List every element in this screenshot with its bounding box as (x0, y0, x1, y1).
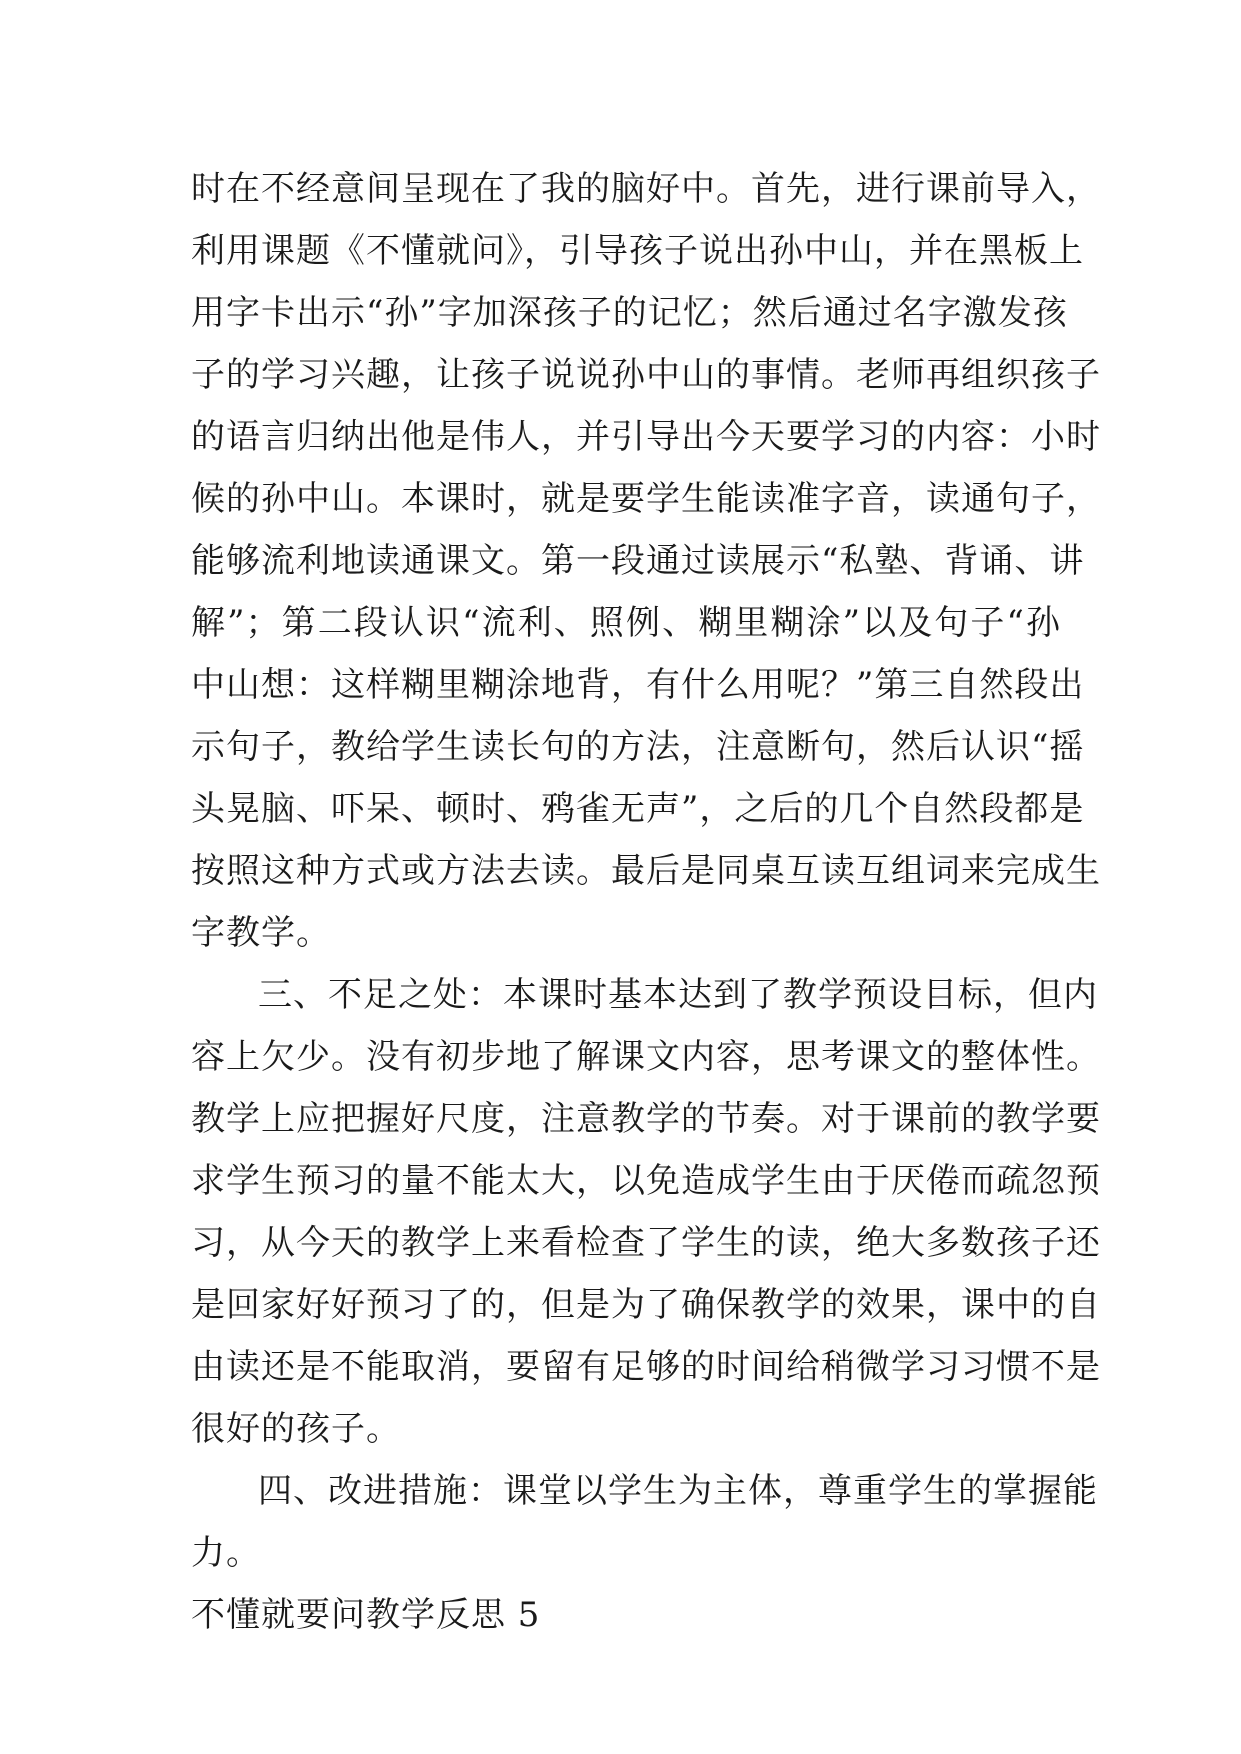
text-line: 是回家好好预习了的，但是为了确保教学的效果，课中的自 (191, 1285, 1101, 1325)
section-heading-improvements: 四、改进措施：课堂以学生为主体，尊重学生的掌握能 (258, 1471, 1098, 1511)
text-line: 的语言归纳出他是伟人，并引导出今天要学习的内容：小时 (191, 417, 1101, 457)
document-title: 不懂就要问教学反思 5 (191, 1595, 541, 1635)
text-line: 解”；第二段认识“流利、照例、糊里糊涂”以及句子“孙 (191, 603, 1061, 643)
section-heading-shortcomings: 三、不足之处：本课时基本达到了教学预设目标，但内 (258, 975, 1098, 1015)
text-line: 候的孙中山。本课时，就是要学生能读准字音，读通句子， (191, 479, 1101, 519)
text-line: 按照这种方式或方法去读。最后是同桌互读互组词来完成生 (191, 851, 1101, 891)
text-line: 求学生预习的量不能太大，以免造成学生由于厌倦而疏忽预 (191, 1161, 1101, 1201)
text-line: 示句子，教给学生读长句的方法，注意断句，然后认识“摇 (191, 727, 1085, 767)
text-line: 时在不经意间呈现在了我的脑好中。首先，进行课前导入， (191, 169, 1101, 209)
text-line: 中山想：这样糊里糊涂地背，有什么用呢？”第三自然段出 (191, 665, 1085, 705)
text-line: 由读还是不能取消，要留有足够的时间给稍微学习习惯不是 (191, 1347, 1101, 1387)
text-line: 字教学。 (191, 913, 331, 953)
text-line: 教学上应把握好尺度，注意教学的节奏。对于课前的教学要 (191, 1099, 1101, 1139)
text-line: 用字卡出示“孙”字加深孩子的记忆；然后通过名字激发孩 (191, 293, 1068, 333)
text-line: 习，从今天的教学上来看检查了学生的读，绝大多数孩子还 (191, 1223, 1101, 1263)
text-line: 能够流利地读通课文。第一段通过读展示“私塾、背诵、讲 (191, 541, 1085, 581)
text-line: 很好的孩子。 (191, 1409, 401, 1449)
text-line: 子的学习兴趣，让孩子说说孙中山的事情。老师再组织孩子 (191, 355, 1101, 395)
text-line: 利用课题《不懂就问》，引导孩子说出孙中山，并在黑板上 (191, 231, 1084, 271)
text-line: 头晃脑、吓呆、顿时、鸦雀无声”，之后的几个自然段都是 (191, 789, 1085, 829)
text-line: 力。 (191, 1533, 261, 1573)
text-line: 容上欠少。没有初步地了解课文内容，思考课文的整体性。 (191, 1037, 1101, 1077)
